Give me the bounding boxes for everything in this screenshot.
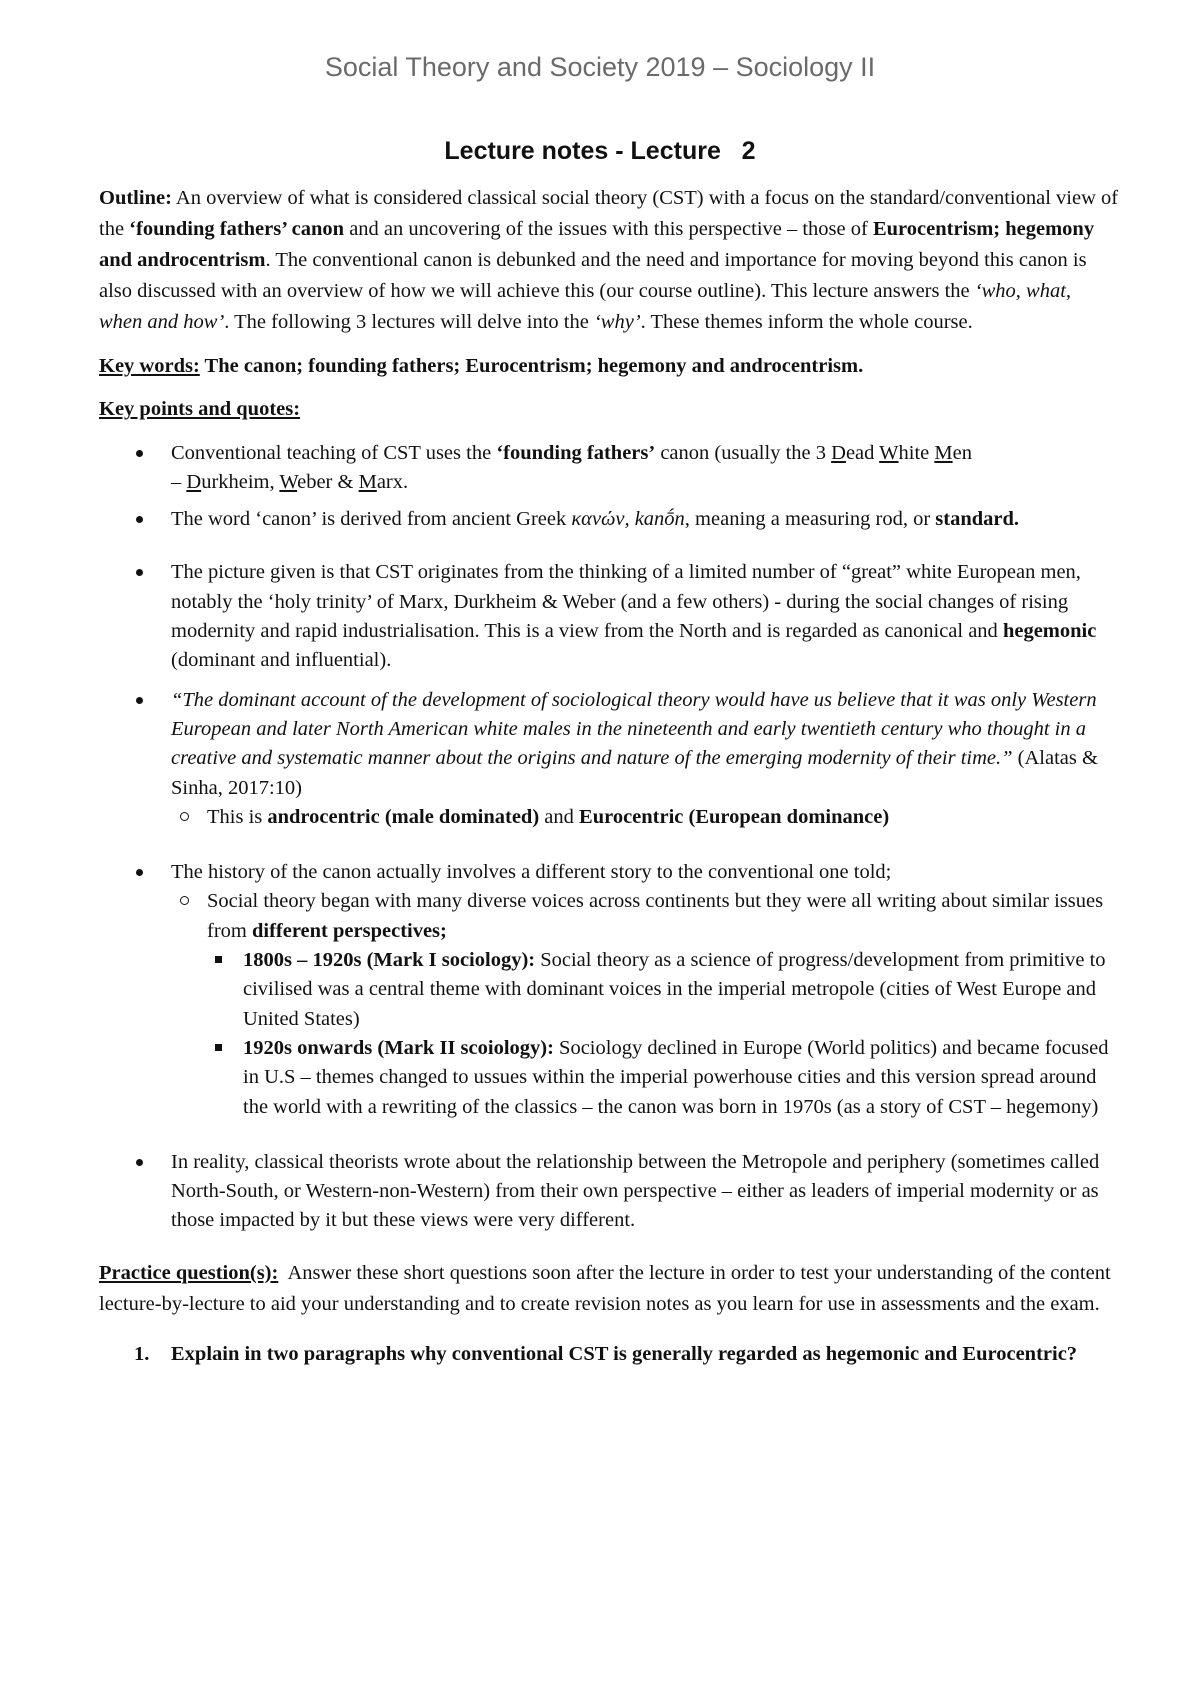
bullet-bold: 1800s – 1920s (Mark I sociology): — [243, 949, 536, 972]
bullet-text: The word ‘canon’ is derived from ancient Greek — [171, 508, 572, 531]
bullet-text: The history of the canon actually involves a different story to the conventional one told; — [171, 861, 892, 884]
outline-bold: ‘founding fathers’ canon — [129, 218, 345, 240]
keypoints-heading — [99, 395, 1119, 424]
page-title: Lecture notes - Lecture 2 — [444, 137, 756, 165]
practice-text: Answer these short questions soon after the lecture in order to test your understanding of the content lecture-by-lecture to aid your understanding and to create revision notes as you learn for use in assessments and the exam. — [99, 1261, 1116, 1315]
list-item — [99, 558, 1119, 675]
bullet-text: Social theory began with many diverse voices across continents but they were all writing about similar issues from — [207, 890, 1104, 942]
keywords-text: The canon; founding fathers; Eurocentrism; hegemony and androcentrism. — [199, 355, 864, 377]
bullet-text: In reality, classical theorists wrote about the relationship between the Metropole and periphery (sometimes called North-South, or Western-non-Western) from their own perspective – either as leaders of imperial modernity or as those impacted by it but these views were very different. — [171, 1150, 1100, 1232]
bullet-bold: androcentric (male dominated) — [267, 805, 540, 828]
bullet-text: Conventional teaching of CST uses the — [171, 441, 497, 464]
page-header: Social Theory and Society 2019 – Sociology II — [324, 52, 876, 82]
practice-paragraph — [99, 1258, 1119, 1320]
outline-paragraph — [99, 183, 1119, 338]
bullet-bold: standard. — [935, 508, 1020, 531]
quote-text: “The dominant account of the development of sociological theory would have us believe that it was only Western European and later North American white males in the nineteenth and early twentieth century who thought in a creative and systematic manner about the origins and nature of the emerging modernity of their time.” — [171, 688, 1097, 770]
list-item — [99, 1148, 1119, 1236]
bullet-text: arx. — [376, 470, 409, 493]
bullet-underline: W — [879, 441, 899, 464]
bullet-text: Sociology declined in Europe (World politics) and became focused in U.S – themes changed to ussues within the imperial powerhouse cities and this version spread around the world with a rewriting of the classics – the canon was born in 1970s (as a story of CST – hegemony) — [243, 1036, 1109, 1118]
list-item — [99, 858, 1119, 1122]
sub-list — [171, 887, 1119, 1121]
outline-bold: Eurocentrism; hegemony and androcentrism — [99, 218, 1095, 271]
bullet-text: ead — [845, 441, 880, 464]
sub-list-item — [171, 803, 1119, 832]
bullet-underline: D — [186, 470, 202, 493]
sub-sub-list — [207, 946, 1119, 1122]
bullet-text: canon (usually the 3 — [655, 441, 832, 464]
question-item — [99, 1338, 1119, 1371]
sub-list-item — [171, 887, 1119, 1121]
practice-label: Practice question(s): — [99, 1261, 279, 1284]
bullet-text: urkheim, — [201, 470, 280, 493]
bullet-bold: Eurocentric (European dominance) — [579, 805, 890, 828]
sub-list — [171, 803, 1119, 832]
list-item — [99, 439, 1119, 498]
bullet-bold: 1920s onwards (Mark II scoiology): — [243, 1036, 554, 1059]
bullet-text: , meaning a measuring rod, or — [684, 508, 936, 531]
list-item — [99, 686, 1119, 832]
bullet-text: eber & — [297, 470, 359, 493]
bullet-text: en — [952, 441, 972, 464]
outline-italic: ‘who, what, when and how’ — [99, 280, 1072, 333]
outline-italic: ‘why’ — [593, 311, 641, 333]
bullet-bold: ‘founding fathers’ — [496, 441, 656, 464]
keywords-label: Key words: — [99, 355, 200, 377]
bullet-bold: hegemonic — [1002, 620, 1097, 643]
outline-label: Outline: — [99, 187, 172, 209]
questions-list — [99, 1338, 1119, 1371]
list-item — [99, 505, 1119, 534]
bullet-text: Social theory as a science of progress/development from primitive to civilised was a central theme with dominant voices in the imperial metropole (cities of West Europe and United States) — [243, 949, 1106, 1030]
bullet-underline: D — [831, 441, 846, 464]
bullet-bold: different perspectives; — [251, 919, 447, 942]
outline-text: An overview of what is considered classical social theory (CST) with a focus on the standard/conventional view of the — [99, 187, 1119, 240]
question-text: Explain in two paragraphs why conventional CST is generally regarded as hegemonic and Eurocentric? — [171, 1342, 1078, 1365]
bullet-text: and — [539, 805, 580, 828]
outline-text: . These themes inform the whole course. — [640, 311, 973, 333]
bullet-underline: W — [279, 470, 298, 493]
bullet-text: The picture given is that CST originates from the thinking of a limited number of “great” white European men, notably the ‘holy trinity’ of Marx, Durkheim & Weber (and a few others) - during the social changes of rising modernity and rapid industrialisation. This is a view from the North and is regarded as canonical and — [171, 561, 1081, 643]
bullet-underline: M — [358, 470, 377, 493]
outline-text: and an uncovering of the issues with this perspective – those of — [344, 218, 873, 240]
sub-sub-list-item — [207, 946, 1119, 1034]
outline-text: . The following 3 lectures will delve into the — [224, 311, 594, 333]
sub-sub-list-item — [207, 1034, 1119, 1122]
keypoints-label: Key points and quotes: — [99, 398, 301, 421]
greek-term: κανών, kanṓn — [571, 508, 685, 531]
keypoints-list — [99, 439, 1119, 1236]
document-body — [99, 183, 1119, 1371]
keywords-paragraph — [99, 352, 1119, 381]
outline-text: . The conventional canon is debunked and the need and importance for moving beyond this canon is also discussed with an overview of how we will achieve this (our course outline). This lecture answers the — [99, 249, 1087, 302]
bullet-underline: M — [934, 441, 953, 464]
bullet-text: – — [171, 470, 187, 493]
bullet-text: (dominant and influential). — [171, 649, 392, 672]
question-number: 1. — [134, 1342, 150, 1365]
bullet-text: hite — [898, 441, 935, 464]
quote-citation: (Alatas & Sinha, 2017:10) — [171, 747, 1098, 799]
bullet-text: This is — [207, 805, 268, 828]
